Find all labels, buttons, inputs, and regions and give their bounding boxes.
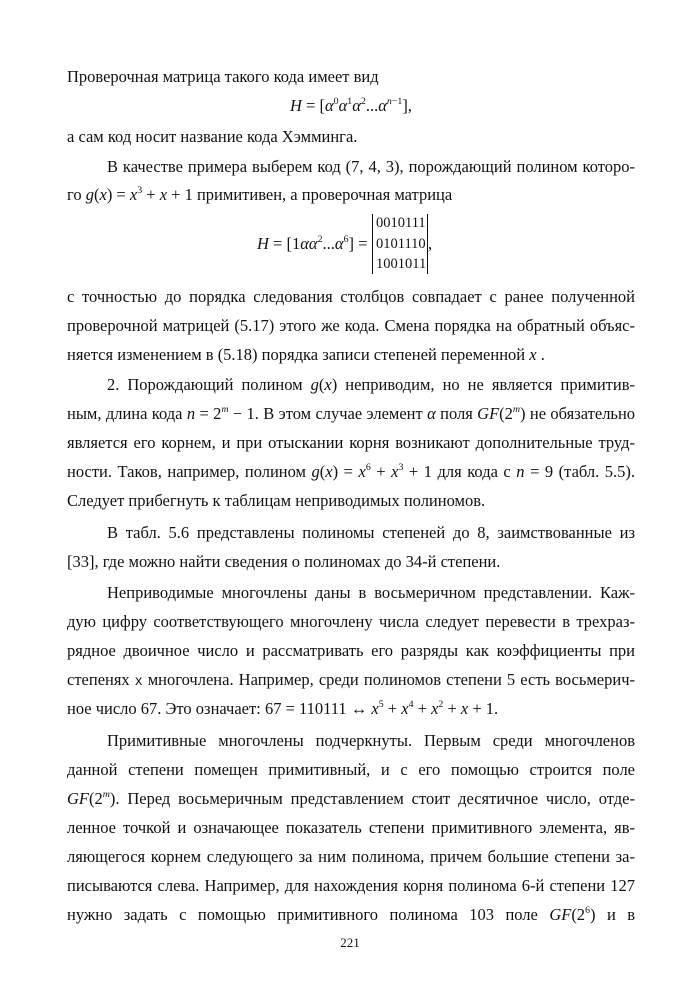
octal-line5: ное число 67. Это означает: 67 = 110111 ↔ $x^5 + x^4 + x^2 + x + 1$. [67, 699, 499, 718]
paragraph-intro: Проверочная матрица такого кода имеет вид [67, 67, 379, 86]
primitive-text: нужно задать с помощью примитивного полинома 103 поле [67, 905, 538, 924]
point2-text: не обязательно [529, 404, 636, 423]
paragraph-order-line: няется изменением в (5.18) порядка записи степеней переменной x . [67, 345, 545, 364]
point2-text: (табл. 5.5). [558, 462, 636, 481]
example-prefix: го [67, 185, 82, 204]
octal-line4: степенях x многочлена. Например, среди полиномов степени 5 есть восьмерич- [67, 670, 636, 689]
primitive-line3: GF(2$^m$). Перед восьмеричным представлением стоит десятичное число, отде- [67, 789, 635, 808]
octal-text: многочлена. Например, среди полиномов степени 5 есть восьмерич- [147, 670, 636, 689]
primitive-line1: Примитивные многочлены подчеркнуты. Первым среди многочленов [107, 731, 635, 750]
matrix-row: 0010111 [376, 215, 426, 231]
primitive-text: . Перед восьмеричным представлением стоит десятичное число, отде- [115, 789, 635, 808]
octal-line1: Неприводимые многочлены даны в восьмеричном представлении. Каж- [107, 583, 635, 602]
matrix-comma: , [428, 234, 433, 253]
point2-text: для кода с [437, 462, 511, 481]
example-suffix: примитивен, а проверочная матрица [196, 185, 453, 204]
point2-line1: 2. Порождающий полином g(x) неприводим, но не является примитив- [107, 375, 636, 394]
matrix-body [376, 213, 426, 275]
paragraph-example-line2: го $g(x) = x^3 + x + 1$ примитивен, а проверочная матрица [67, 185, 453, 204]
primitive-line7: нужно задать с помощью примитивного полинома 103 поле $GF(2^6)$ и в [67, 905, 636, 924]
point2-line3: является его корнем, и при отыскании корня возникают дополнительные труд- [67, 433, 635, 452]
paragraph-order-line: проверочной матрицей (5.17) этого же кода. Смена порядка на обратный объяс- [67, 316, 635, 335]
point2-line5: Следует прибегнуть к таблицам неприводимых полиномов. [67, 491, 486, 510]
primitive-text: и в [606, 905, 636, 924]
primitive-line4: ленное точкой и означающее показатель степени примитивного элемента, яв- [67, 818, 635, 837]
point2-text: ности. Таков, например, полином [67, 462, 307, 481]
paragraph-order-text: няется изменением в (5.18) порядка записи степеней переменной [67, 345, 526, 364]
point2-text: . В этом случае элемент [254, 404, 423, 423]
octal-text: степенях [67, 670, 130, 689]
point2-line4: ности. Таков, например, полином $g(x) = x^6 + x^3 + 1$ для кода с n = 9 (табл. 5.5). [67, 462, 636, 481]
point2-text: ным, длина кода [67, 404, 183, 423]
matrix-row: 0101110 [376, 235, 426, 252]
point2-text: поля [440, 404, 473, 423]
octal-line2: дую цифру соответствующего многочлену числа следует перевести в трехраз- [67, 612, 635, 631]
formula-g-primitive: g [85, 185, 94, 204]
octal-line3: рядное двоичное число и рассматривать его разряды как коэффициенты при [67, 641, 635, 660]
primitive-line6: писываются слева. Например, для нахождения корня полинома 6-й степени 127 [67, 876, 635, 895]
table56-line2: [33], где можно найти сведения о полиномах до 34-й степени. [67, 552, 501, 571]
primitive-line5: ляющегося корнем следующего за ним полинома, причем большие степени за- [67, 847, 635, 866]
page-number: 221 [340, 935, 360, 950]
point2-text: 2. Порождающий полином [107, 375, 303, 394]
primitive-line2: данной степени помещен примитивный, и с его помощью строится поле [67, 760, 635, 779]
paragraph-hamming: а сам код носит название кода Хэмминга. [67, 127, 358, 146]
point2-line2: ным, длина кода $n = 2^m - 1$. В этом случае элемент α поля GF(2$^m$) не обязательно [67, 404, 636, 423]
table56-line1: В табл. 5.6 представлены полиномы степеней до 8, заимствованные из [107, 523, 635, 542]
matrix-row: 1001011 [376, 256, 427, 272]
paragraph-order-line: с точностью до порядка следования столбцов совпадает с ранее полученной [67, 287, 635, 306]
formula-check-matrix: $H = [1\alpha\alpha^2...\alpha^6]$ = [257, 234, 368, 253]
paragraph-example-line1: В качестве примера выберем код (7, 4, 3), порождающий полином которо- [107, 157, 635, 176]
point2-text: неприводим, но не является примитив- [345, 375, 636, 394]
octal-text: ное число 67. Это означает: [67, 699, 261, 718]
formula-hamming-matrix: $H = [\alpha^0\alpha^1\alpha^2...\alpha^{n-1}]$, [290, 96, 412, 115]
